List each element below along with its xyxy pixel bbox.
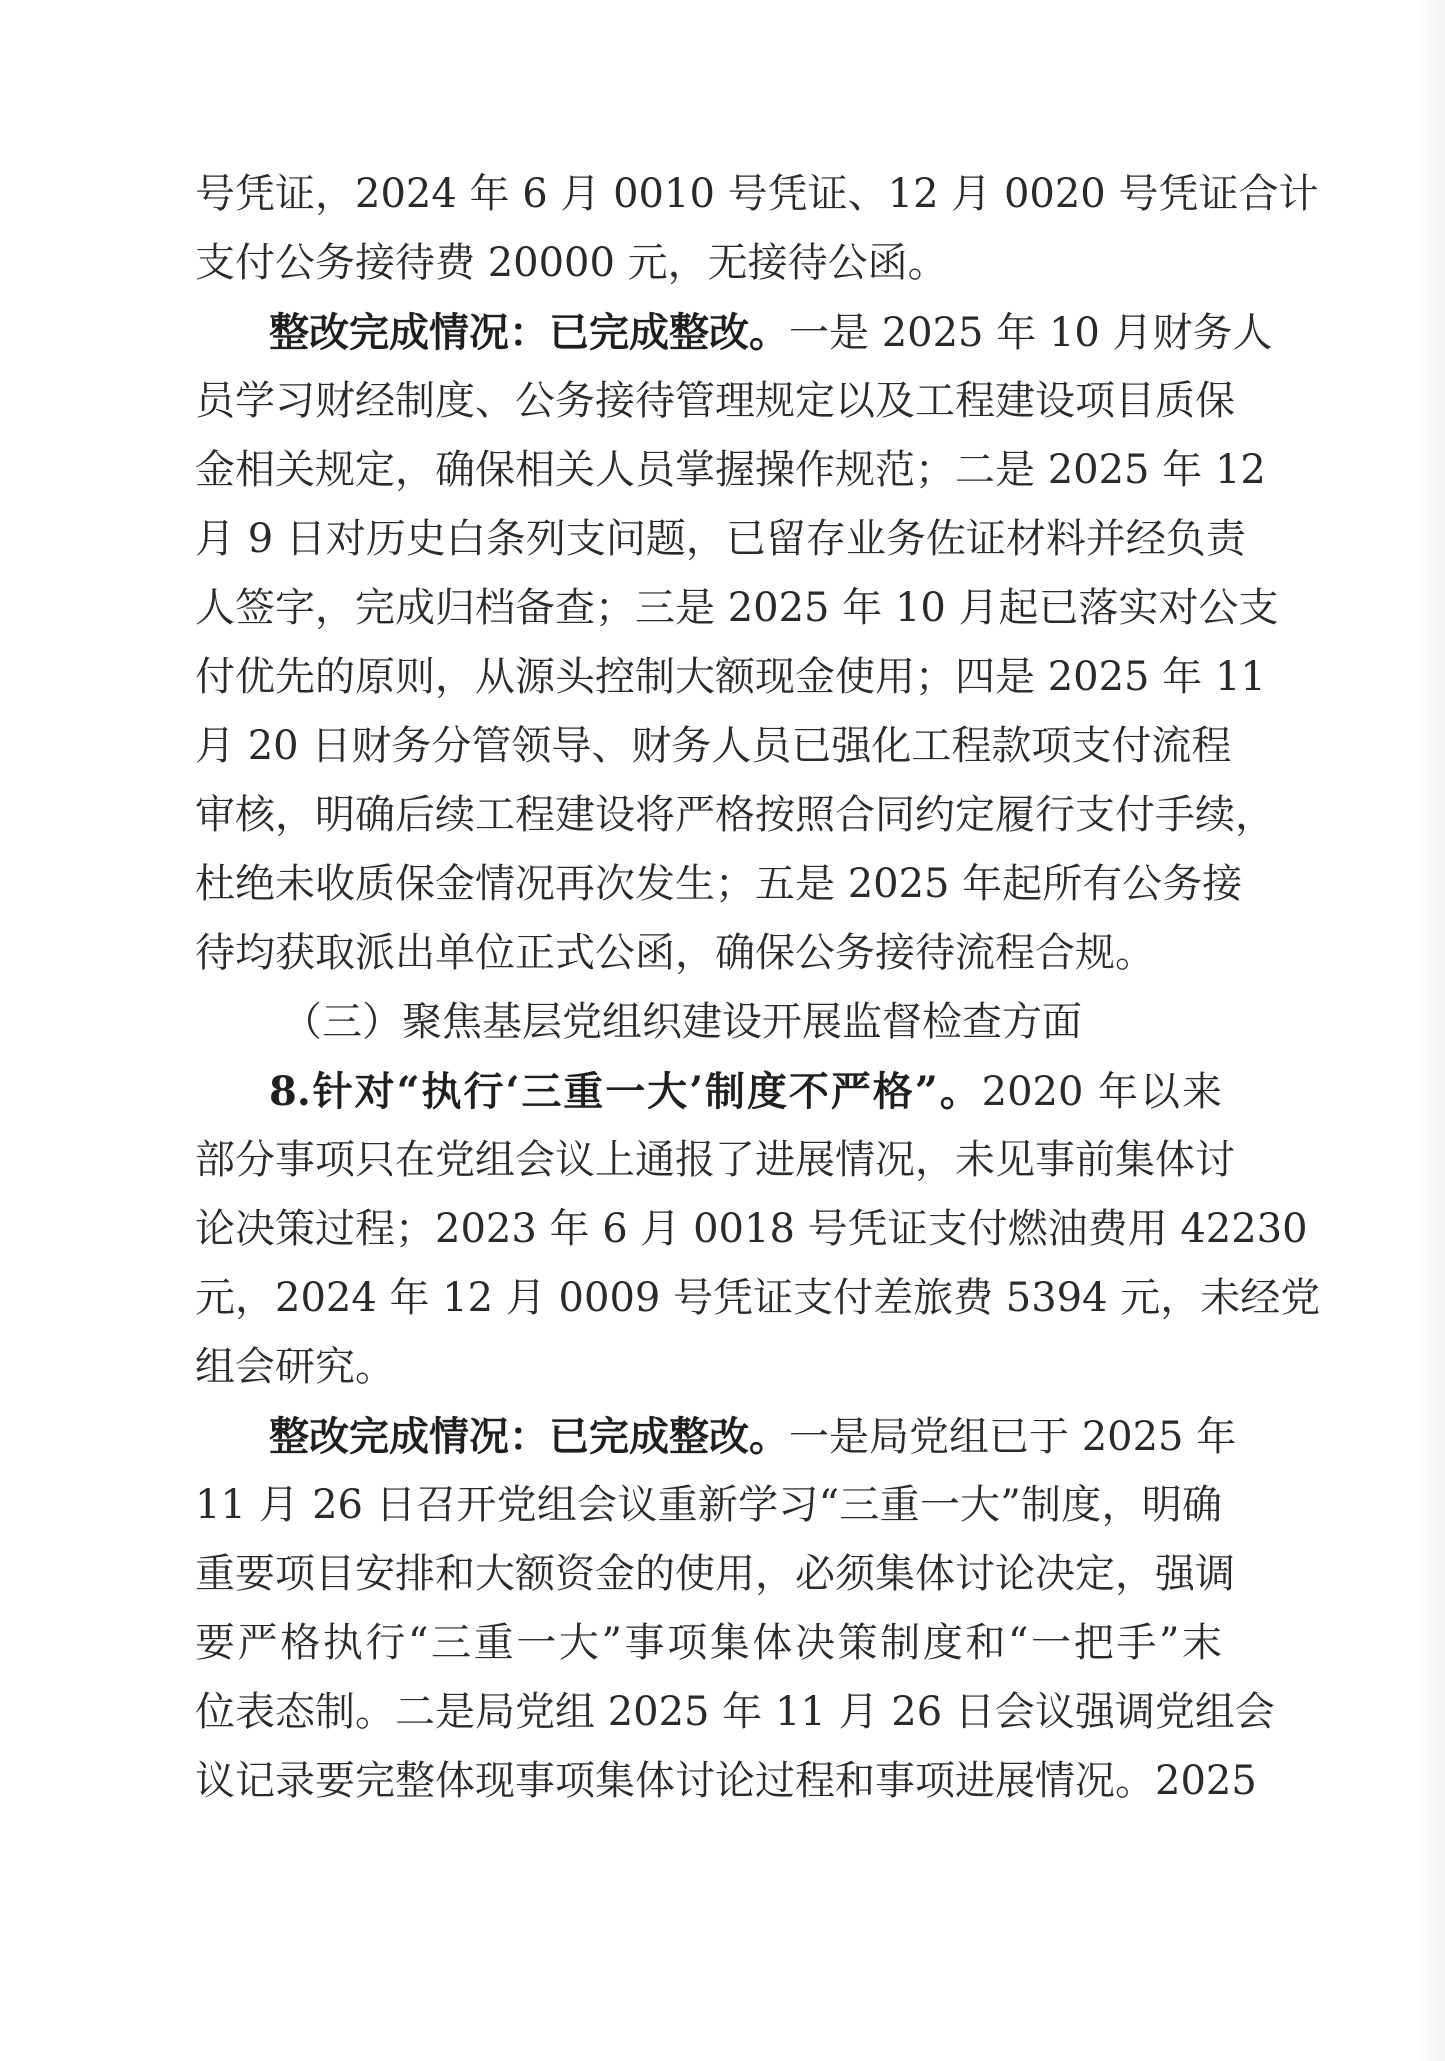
- body-text: （三）聚焦基层党组织建设开展监督检查方面: [282, 999, 1082, 1045]
- body-text: 员学习财经制度、公务接待管理规定以及工程建设项目质保: [195, 378, 1235, 424]
- body-text: 杜绝未收质保金情况再次发生；五是 2025 年起所有公务接: [195, 861, 1243, 907]
- bold-lead-text: 8.针对“执行‘三重一大’制度不严格”。: [269, 1068, 982, 1115]
- text-line: [195, 574, 1279, 643]
- text-line: [195, 505, 1246, 574]
- body-text: 组会研究。: [195, 1344, 395, 1390]
- body-text: 月 9 日对历史白条列支问题，已留存业务佐证材料并经负责: [195, 516, 1246, 562]
- section-heading: [195, 988, 1222, 1057]
- text-line: [195, 367, 1235, 436]
- text-line: [195, 1747, 1257, 1816]
- body-text: 审核，明确后续工程建设将严格按照合同约定履行支付手续，: [195, 792, 1275, 838]
- body-text: 待均获取派出单位正式公函，确保公务接待流程合规。: [195, 930, 1155, 976]
- body-text: 支付公务接待费 20000 元，无接待公函。: [195, 240, 948, 286]
- body-text: 付优先的原则，从源头控制大额现金使用；四是 2025 年 11: [195, 654, 1266, 700]
- text-line: [195, 1678, 1275, 1747]
- scan-edge-shadow: [1415, 0, 1445, 2061]
- text-line: [195, 1609, 1222, 1678]
- text-line: [195, 643, 1266, 712]
- text-line: [195, 781, 1275, 850]
- text-line: [195, 1195, 1308, 1264]
- text-line: [195, 298, 1273, 367]
- body-text: 一是 2025 年 10 月财务人: [789, 310, 1273, 356]
- body-text: 议记录要完整体现事项集体讨论过程和事项进展情况。2025: [195, 1758, 1257, 1804]
- text-line: [195, 160, 1319, 229]
- text-line: [195, 1264, 1321, 1333]
- text-line: [195, 1333, 1222, 1402]
- text-line: [195, 229, 1222, 298]
- body-text: 2020 年以来: [981, 1069, 1222, 1115]
- body-text: 金相关规定，确保相关人员掌握操作规范；二是 2025 年 12: [195, 447, 1266, 493]
- body-text: 人签字，完成归档备查；三是 2025 年 10 月起已落实对公支: [195, 585, 1279, 631]
- body-text: 重要项目安排和大额资金的使用，必须集体讨论决定，强调: [195, 1551, 1235, 1597]
- body-text: 11 月 26 日召开党组会议重新学习“三重一大”制度，明确: [195, 1482, 1222, 1528]
- body-text: 部分事项只在党组会议上通报了进展情况，未见事前集体讨: [195, 1137, 1235, 1183]
- text-line: [195, 1540, 1235, 1609]
- body-text: 元，2024 年 12 月 0009 号凭证支付差旅费 5394 元，未经党: [195, 1275, 1321, 1321]
- body-text: 位表态制。二是局党组 2025 年 11 月 26 日会议强调党组会: [195, 1689, 1275, 1735]
- body-text: 月 20 日财务分管领导、财务人员已强化工程款项支付流程: [195, 723, 1232, 769]
- body-text: 要严格执行“三重一大”事项集体决策制度和“一把手”末: [195, 1620, 1222, 1666]
- text-line: [195, 1402, 1237, 1471]
- document-body: [195, 160, 1321, 1816]
- body-text: 论决策过程；2023 年 6 月 0018 号凭证支付燃油费用 42230: [195, 1206, 1308, 1252]
- text-line: [195, 919, 1222, 988]
- bold-lead-text: 整改完成情况：已完成整改。: [269, 309, 789, 356]
- body-text: 号凭证，2024 年 6 月 0010 号凭证、12 月 0020 号凭证合计: [195, 171, 1319, 217]
- text-line: [195, 712, 1232, 781]
- text-line: [195, 850, 1243, 919]
- text-line: [195, 436, 1266, 505]
- bold-lead-text: 整改完成情况：已完成整改。: [269, 1413, 789, 1460]
- body-text: 一是局党组已于 2025 年: [789, 1414, 1237, 1460]
- text-line: [195, 1057, 1222, 1126]
- text-line: [195, 1126, 1235, 1195]
- text-line: [195, 1471, 1222, 1540]
